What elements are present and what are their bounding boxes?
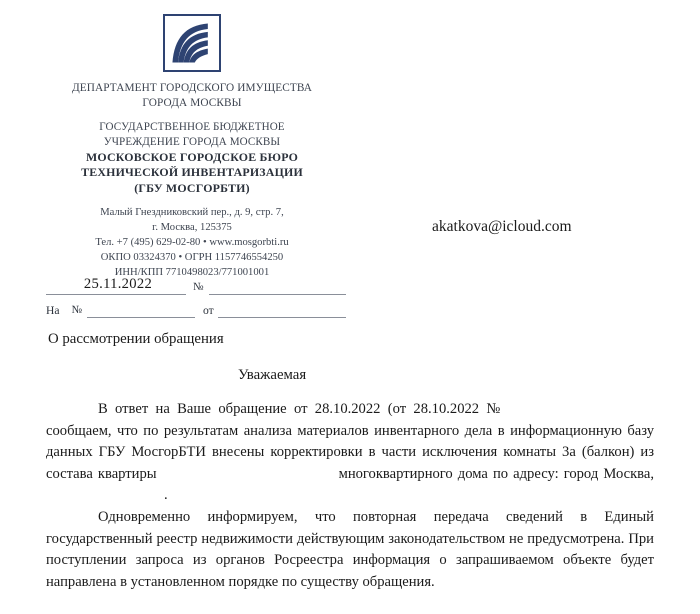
organization-abbreviation: (ГБУ МОСГОРБТИ) — [134, 180, 250, 195]
department-name — [46, 81, 338, 111]
document-date: 25.11.2022 — [46, 276, 186, 295]
reference-row-incoming — [46, 295, 346, 318]
contact-address-street: Малый Гнездниковский пер., д. 9, стр. 7, — [100, 206, 284, 218]
contact-okpo-ogrn: ОКПО 03324370 • ОГРН 1157746554250 — [100, 251, 284, 263]
contact-address-city: г. Москва, 125375 — [152, 221, 232, 233]
incoming-number-blank — [87, 304, 195, 318]
organization-line-1: ГОСУДАРСТВЕННОЕ БЮДЖЕТНОЕ — [99, 121, 285, 134]
from-label: от — [203, 304, 214, 317]
from-date-blank — [218, 304, 346, 318]
salutation: Уважаемая — [238, 367, 307, 383]
contact-details — [46, 205, 338, 280]
contact-inn-kpp: ИНН/КПП 7710498023/771001001 — [114, 266, 270, 278]
reference-row-outgoing — [46, 272, 346, 295]
letterhead — [46, 14, 338, 280]
logo-container — [46, 14, 338, 72]
organization-name — [46, 120, 338, 196]
department-line-1: ДЕПАРТАМЕНТ ГОРОДСКОГО ИМУЩЕСТВА — [71, 82, 313, 94]
body-paragraph-1 — [46, 399, 654, 507]
body-p1-part2: сообщаем, что по результатам анализа материалов инвентарного дела в информационную базу данных ГБУ МосгорБТИ внесены корректировки в части исключения комнаты 3а (балкон) из состава квартиры — [46, 422, 654, 482]
organization-line-2: УЧРЕЖДЕНИЕ ГОРОДА МОСКВЫ — [103, 135, 281, 148]
reference-block — [46, 272, 346, 318]
mosgorbti-emblem-icon — [163, 14, 221, 72]
number-symbol: № — [193, 281, 204, 293]
addressee-email: akatkova@icloud.com — [432, 218, 572, 235]
body-p1-part1: В ответ на Ваше обращение от 28.10.2022 (от 28.10.2022 № — [98, 401, 504, 417]
incoming-number-symbol: № — [71, 304, 83, 316]
letter-body — [46, 399, 654, 593]
contact-phone-website: Тел. +7 (495) 629-02-80 • www.mosgorbti.ru — [95, 236, 289, 248]
body-p1-part4: . — [164, 487, 168, 504]
body-p1-part3: многоквартирного дома по адресу: город Москва, — [338, 465, 654, 482]
organization-bold-line-1: МОСКОВСКОЕ ГОРОДСКОЕ БЮРО — [85, 149, 299, 164]
document-number-blank — [209, 281, 347, 295]
incoming-label: На — [46, 304, 60, 317]
subject-line: О рассмотрении обращения — [48, 331, 224, 347]
organization-bold-line-2: ТЕХНИЧЕСКОЙ ИНВЕНТАРИЗАЦИИ — [81, 165, 303, 180]
department-line-2: ГОРОДА МОСКВЫ — [142, 97, 242, 110]
body-paragraph-2: Одновременно информируем, что повторная передача сведений в Единый государственный реестр недвижимости действующим законодательством не предусмотрена. При поступлении запроса из органов Росреестра информация о запрашиваемом объекте будет направлена в установленном порядке по существу обращения. — [46, 508, 654, 590]
